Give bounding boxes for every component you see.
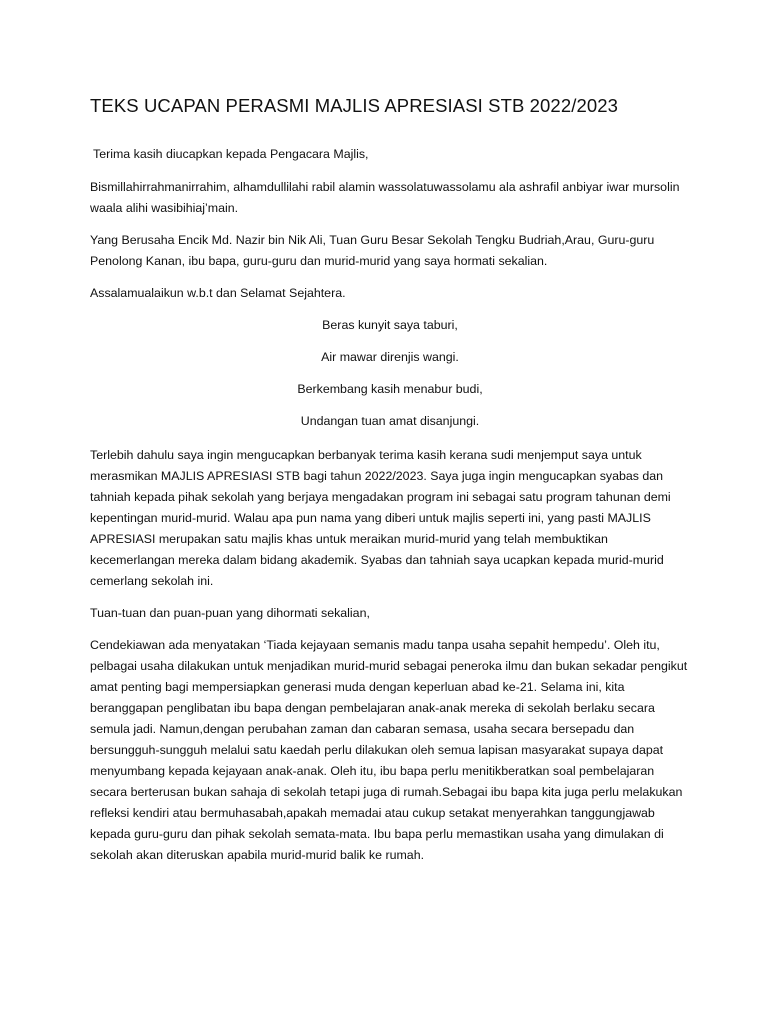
document-page [90,94,690,877]
address-paragraph: Tuan-tuan dan puan-puan yang dihormati sekalian, [90,606,370,620]
poem-line: Beras kunyit saya taburi, [322,318,458,332]
thanks-paragraph: Terlebih dahulu saya ingin mengucapkan berbanyak terima kasih kerana sudi menjemput saya untuk merasmikan MAJLIS APRESIASI STB bagi tahun 2022/2023. Saya juga ingin mengucapkan syabas dan tahniah kepada pihak sekolah yang berjaya mengadakan program ini sebagai satu program tahunan demi kepentingan murid-murid. Walau apa pun nama yang diberi untuk majlis seperti ini, yang pasti MAJLIS APRESIASI merupakan satu majlis khas untuk meraikan murid-murid yang telah membuktikan kecemerlangan mereka dalam bidang akademik. Syabas dan tahniah saya ucapkan kepada murid-murid cemerlang sekolah ini. [90,448,671,588]
poem-line: Berkembang kasih menabur budi, [297,382,483,396]
main-paragraph: Cendekiawan ada menyatakan ‘Tiada kejayaan semanis madu tanpa usaha sepahit hempedu’. Oleh itu, pelbagai usaha dilakukan untuk menjadikan murid-murid sebagai peneroka ilmu dan bukan sekadar pengikut amat penting bagi mempersiapkan generasi muda dengan keperluan abad ke-21. Selama ini, kita beranggapan penglibatan ibu bapa dengan pembelajaran anak-anak mereka di sekolah berlaku secara semula jadi. Namun,dengan perubahan zaman dan cabaran semasa, usaha secara bersepadu dan bersungguh-sungguh melalui satu kaedah perlu dilakukan oleh semua lapisan masyarakat supaya dapat menyumbang kepada kejayaan anak-anak. Oleh itu, ibu bapa perlu menitikberatkan soal pembelajaran secara berterusan bukan sahaja di sekolah tetapi juga di rumah.Sebagai ibu bapa kita juga perlu melakukan refleksi kendiri atau bermuhasabah,apakah memadai atau cukup setakat menyerahkan tanggungjawab kepada guru-guru dan pihak sekolah semata-mata. Ibu bapa perlu memastikan usaha yang dimulakan di sekolah akan diteruskan apabila murid-murid balik ke rumah. [90,638,688,862]
poem-line: Undangan tuan amat disanjungi. [300,414,480,428]
salutation-paragraph: Yang Berusaha Encik Md. Nazir bin Nik Ali, Tuan Guru Besar Sekolah Tengku Budriah,Arau, Guru-guru Penolong Kanan, ibu bapa, guru-guru dan murid-murid yang saya hormati sekalian. [90,233,655,268]
poem-line: Air mawar direnjis wangi. [321,350,459,364]
greeting-paragraph: Terima kasih diucapkan kepada Pengacara Majlis, [93,147,369,161]
salam-paragraph: Assalamualaikun w.b.t dan Selamat Sejahtera. [90,286,346,300]
bismillah-paragraph: Bismillahirrahmanirrahim, alhamdullilahi rabil alamin wassolatuwassolamu ala ashrafil anbiyar iwar mursolin waala alihi wasibihiaj’main. [90,180,680,215]
document-title: TEKS UCAPAN PERASMI MAJLIS APRESIASI STB 2022/2023 [90,95,619,116]
poem-block [90,315,690,432]
